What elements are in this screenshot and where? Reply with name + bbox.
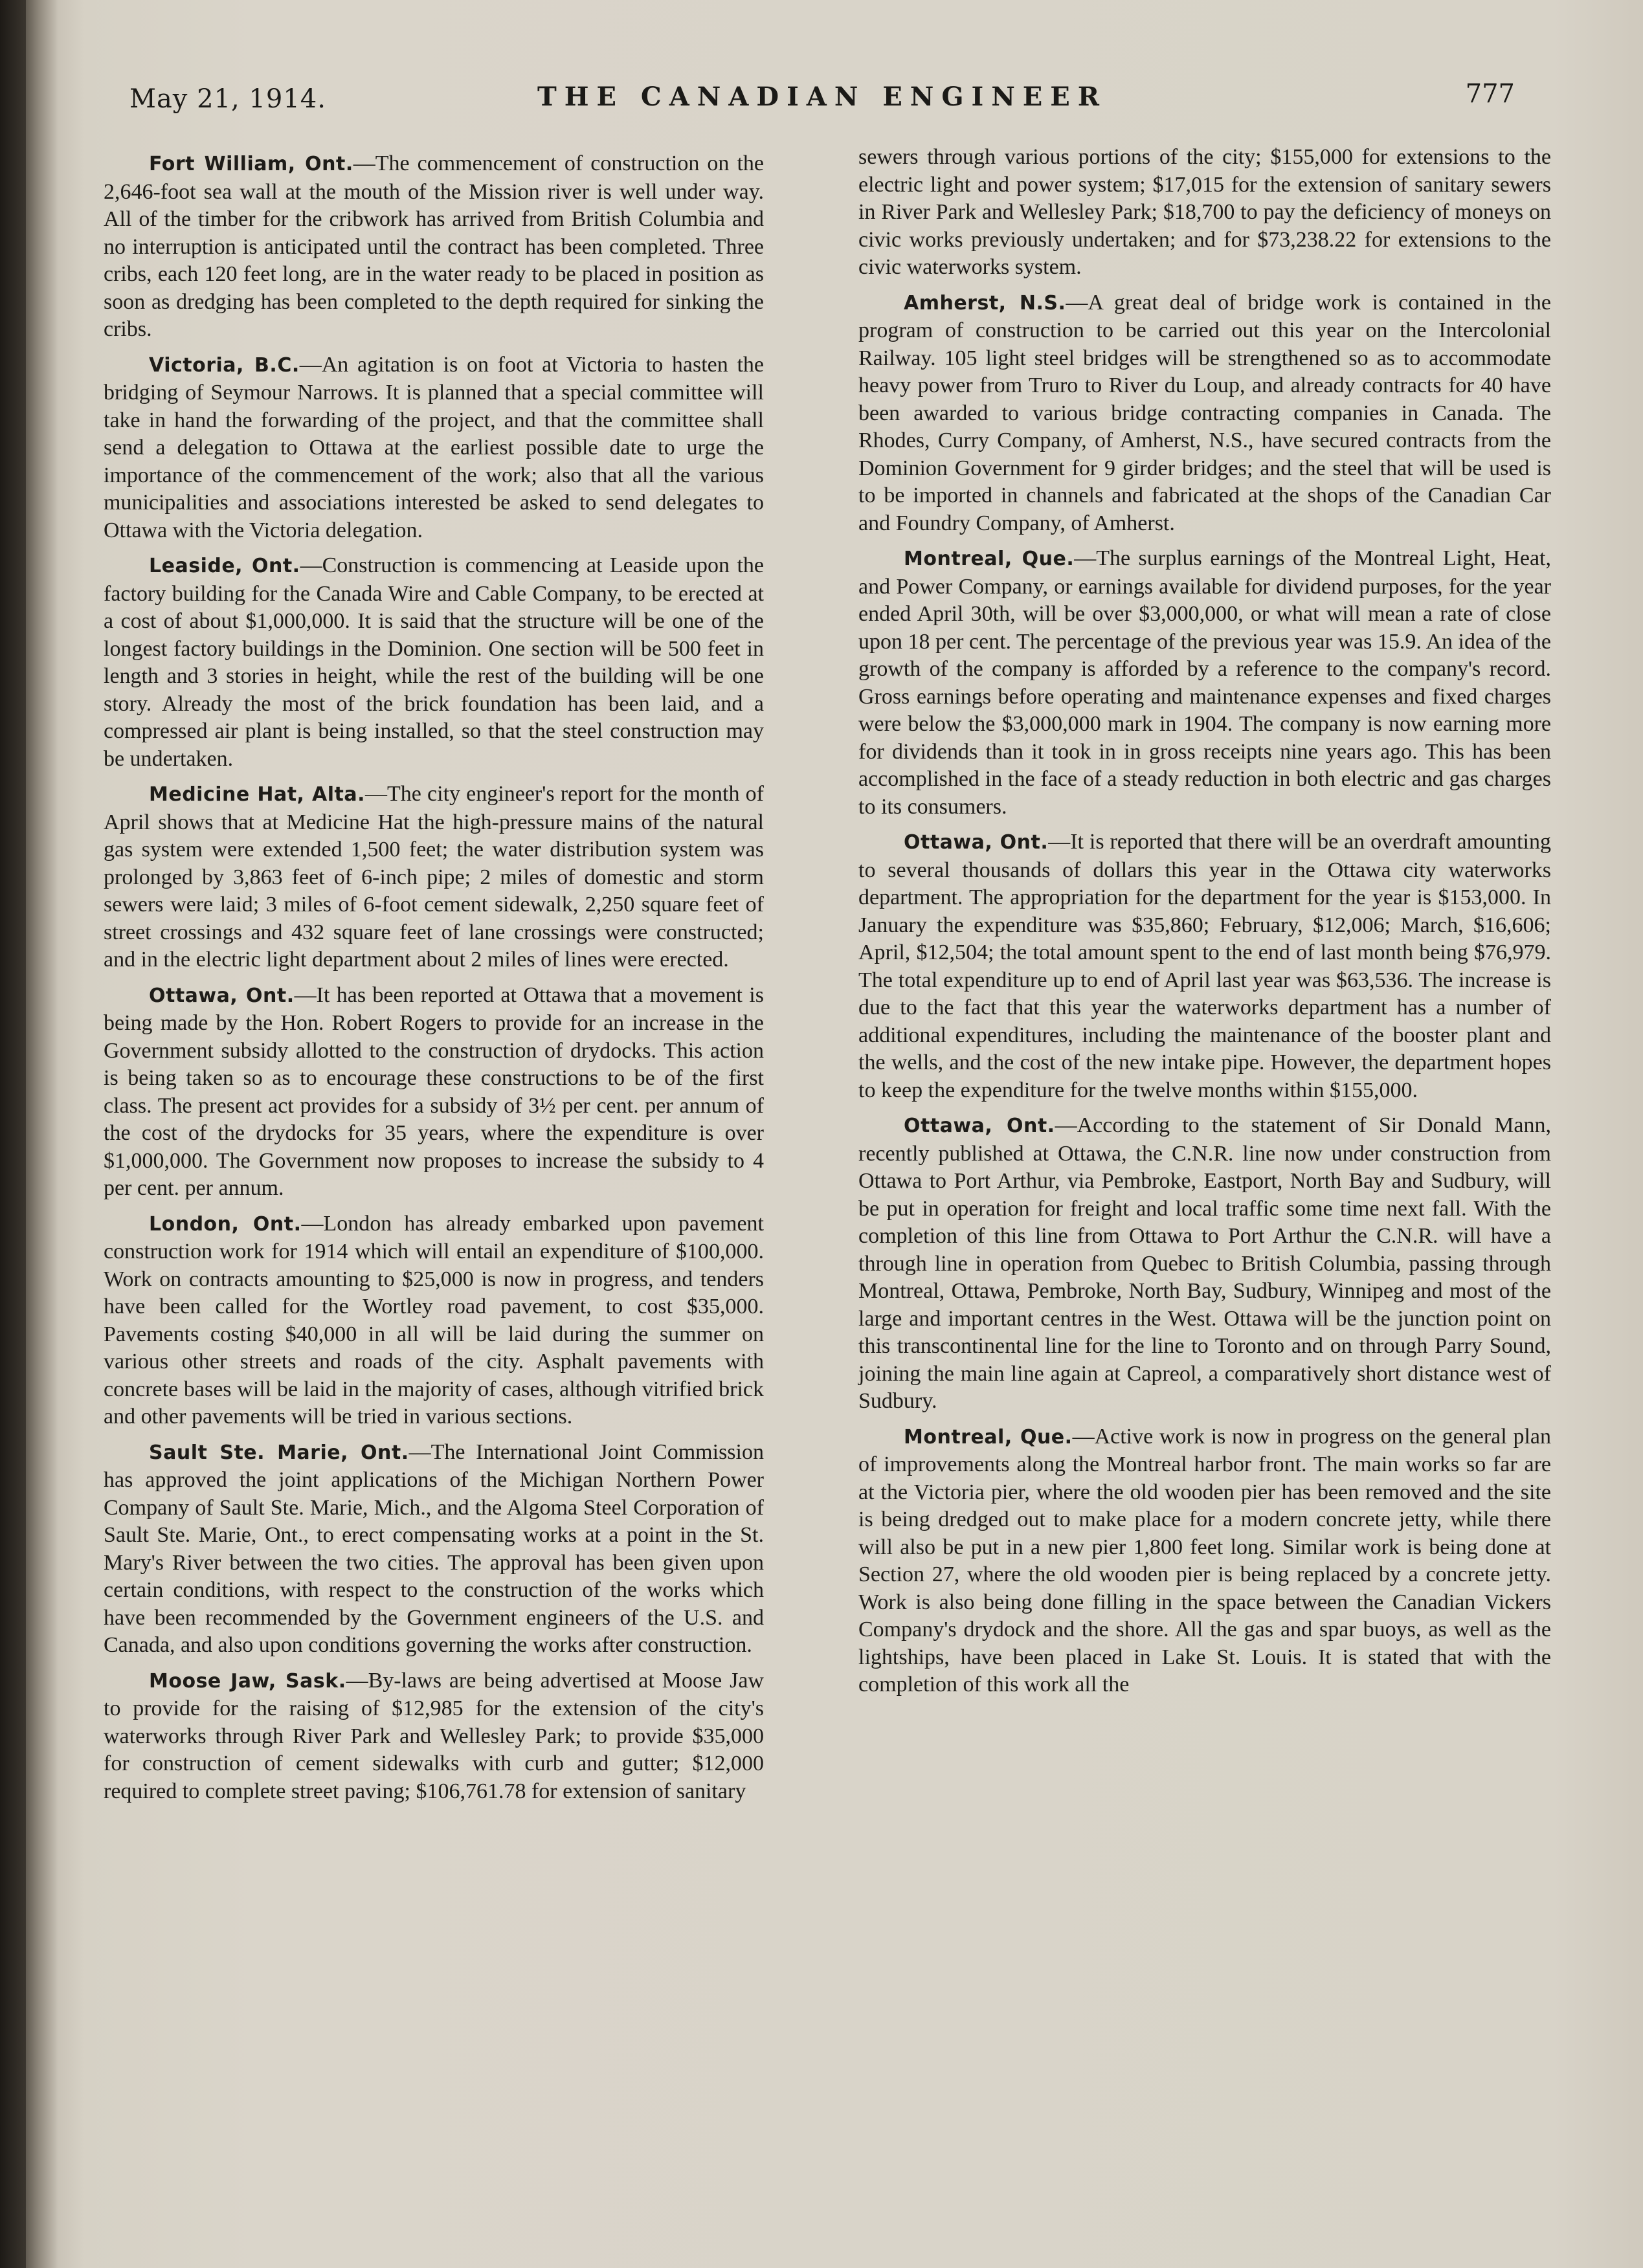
- news-text: —Active work is now in progress on the general plan of improvements along the Montreal harbor front. The main works so far are at the Victoria pier, where the old wooden pier has been removed and the site is being dredged out to make place for a modern concrete jetty, while there will also be put in a new pier 1,800 feet long. Similar work is being done at Section 27, where the old wooden pier is being replaced by a concrete jetty. Work is also being done filling in the space between the Canadian Vickers Company's drydock and the shore. All the gas and spar buoys, as well as the lightships, have been placed in Lake St. Louis. It is stated that with the completion of this work all the: [858, 1424, 1552, 1696]
- news-text: —Construction is commencing at Leaside upon the factory building for the Canada Wire and Cable Company, to be erected at a cost of about $1,000,000. It is said that the structure will be one of the longest factory buildings in the Dominion. One section will be 500 feet in length and 3 stories in height, while the rest of the building will be one story. Already the most of the brick foundation has been laid, and a compressed air plant is being installed, so that the steel construction may be undertaken.: [104, 553, 764, 771]
- news-item: [104, 982, 764, 1203]
- news-text: —London has already embarked upon pavement construction work for 1914 which will entail an expenditure of $100,000. Work on contracts amounting to $25,000 is now in progress, and tenders have been called for the Wortley road pavement, to cost $35,000. Pavements costing $40,000 in all will be laid during the summer on various other streets and roads of the city. Asphalt pavements with concrete bases will be laid in the majority of cases, although vitrified brick and other pavements will be tried in various sections.: [104, 1211, 764, 1429]
- news-text: —The commencement of construction on the 2,646-foot sea wall at the mouth of the Mission river is well under way. All of the timber for the cribwork has arrived from British Columbia and no interruption is anticipated until the contract has been completed. Three cribs, each 120 feet long, are in the water ready to be placed in position as soon as dredging has been completed to the depth required for sinking the cribs.: [104, 151, 764, 341]
- page-header: [129, 72, 1515, 118]
- news-item-continued: [858, 144, 1551, 282]
- news-text: —An agitation is on foot at Victoria to hasten the bridging of Seymour Narrows. It is planned that a special committee will take in hand the forwarding of the project, and that the committee shall send a delegation to Ottawa at the earliest possible date to urge the importance of the commencement of the work; also that all the various municipalities and associations interested be asked to send delegates to Ottawa with the Victoria delegation.: [104, 352, 764, 542]
- news-item: [104, 150, 764, 344]
- news-item: [104, 351, 764, 545]
- issue-date: May 21, 1914.: [129, 84, 326, 114]
- news-place: Amherst, N.S.: [904, 291, 1066, 315]
- news-item: [104, 1667, 764, 1806]
- news-place: Ottawa, Ont.: [149, 984, 295, 1007]
- news-item: [104, 781, 764, 974]
- news-place: Fort William, Ont.: [149, 153, 353, 175]
- news-item: [858, 545, 1551, 821]
- news-text: —The city engineer's report for the month of April shows that at Medicine Hat the high-pressure mains of the natural gas system were extended 1,500 feet; the water distribution system was prolonged by 3,863 feet of 6-inch pipe; 2 miles of domestic and storm sewers were laid; 3 miles of 6-foot cement sidewalk, 2,250 square feet of street crossings and 432 square feet of lane crossings were constructed; and in the electric light department about 2 miles of lines were erected.: [104, 782, 764, 972]
- news-place: Moose Jaw, Sask.: [149, 1669, 346, 1693]
- news-item: [858, 1112, 1551, 1416]
- news-item: [858, 1423, 1551, 1699]
- news-place: Montreal, Que.: [904, 548, 1075, 570]
- news-text: —The surplus earnings of the Montreal Light, Heat, and Power Company, or earnings available for dividend purposes, for the year ended April 30th, will be over $3,000,000, or what will mean a rate of close upon 18 per cent. The percentage of the previous year was 15.9. An idea of the growth of the company is afforded by a reference to the company's record. Gross earnings before operating and maintenance expenses and fixed charges were below the $3,000,000 mark in 1904. The company is now earning more for dividends than it took in in gross receipts nine years ago. This has been accomplished in the face of a steady reduction in both electric and gas charges to its consumers.: [858, 546, 1552, 819]
- news-place: Sault Ste. Marie, Ont.: [149, 1441, 409, 1464]
- news-text: sewers through various portions of the city; $155,000 for extensions to the electric light and power system; $17,015 for the extension of sanitary sewers in River Park and Wellesley Park; $18,700 to pay the deficiency of moneys on civic works previously undertaken; and for $73,238.22 for extensions to the civic waterworks system.: [858, 145, 1551, 279]
- news-text: —According to the statement of Sir Donald Mann, recently published at Ottawa, the C.N.R. line now under construction from Ottawa to Port Arthur, via Pembroke, Eastport, North Bay and Sudbury, will be put in operation for freight and local traffic some time next fall. With the completion of this line from Ottawa to Port Arthur the C.N.R. will have a through line in operation from Quebec to British Columbia, passing through Montreal, Ottawa, Pembroke, North Bay, Sudbury, Winnipeg and most of the large and important centres in the West. Ottawa will be the junction point on this transcontinental line for the line to Toronto and on through Parry Sound, joining the main line again at Capreol, a comparatively short distance west of Sudbury.: [858, 1113, 1551, 1413]
- news-item: [104, 552, 764, 773]
- left-column: [104, 150, 764, 1813]
- right-column: [858, 144, 1551, 1707]
- page-number: 777: [1465, 79, 1515, 109]
- news-place: Ottawa, Ont.: [904, 1115, 1055, 1137]
- book-spine-shadow: [0, 0, 26, 2268]
- publication-title: THE CANADIAN ENGINEER: [537, 82, 1108, 112]
- news-item: [104, 1439, 764, 1660]
- news-text: —It is reported that there will be an overdraft amounting to several thousands of dollars this year in the Ottawa city waterworks department. The appropriation for the department for the year is $153,000. In January the expenditure was $35,860; February, $12,006; March, $16,606; April, $12,504; the total amount spent to the end of last month being $76,979. The total expenditure up to end of April last year was $63,536. The increase is due to the fact that this year the waterworks department has a number of additional expenditures, including the maintenance of the booster plant and the wells, and the cost of the new intake pipe. However, the department hopes to keep the expenditure for the twelve months within $155,000.: [858, 830, 1551, 1102]
- news-place: Leaside, Ont.: [149, 555, 300, 577]
- news-place: Montreal, Que.: [904, 1425, 1073, 1449]
- news-place: Medicine Hat, Alta.: [149, 783, 366, 806]
- news-item: [104, 1210, 764, 1431]
- news-item: [858, 289, 1551, 538]
- news-text: —It has been reported at Ottawa that a movement is being made by the Hon. Robert Rogers to provide for an increase in the Government subsidy allotted to the construction of drydocks. This action is being taken so as to encourage these constructions to be of the first class. The present act provides for a subsidy of 3½ per cent. per annum of the cost of the drydocks for 35 years, where the expenditure is over $1,000,000. The Government now proposes to increase the subsidy to 4 per cent. per annum.: [104, 983, 764, 1200]
- news-text: —By-laws are being advertised at Moose Jaw to provide for the raising of $12,985 for the extension of the city's waterworks through River Park and Wellesley Park; to provide $35,000 for construction of cement sidewalks with curb and gutter; $12,000 required to complete street paving; $106,761.78 for extension of sanitary: [104, 1668, 764, 1803]
- news-place: London, Ont.: [149, 1212, 302, 1236]
- news-text: —The International Joint Commission has approved the joint applications of the Michigan Northern Power Company of Sault Ste. Marie, Mich., and the Algoma Steel Corporation of Sault Ste. Marie, Ont., to erect compensating works at a point in the St. Mary's River between the two cities. The approval has been given upon certain conditions, with respect to the construction of the works which have been recommended by the Government engineers of the U.S. and Canada, and also upon conditions governing the works after construction.: [104, 1440, 764, 1657]
- news-text: —A great deal of bridge work is contained in the program of construction to be carried out this year on the Intercolonial Railway. 105 light steel bridges will be strengthened so as to accommodate heavy power from Truro to River du Loup, and already contracts for 40 have been awarded to various bridge contracting companies in Canada. The Rhodes, Curry Company, of Amherst, N.S., have secured contracts from the Dominion Government for 9 girder bridges; and the steel that will be used is to be imported in channels and fabricated at the shops of the Canadian Car and Foundry Company, of Amherst.: [858, 290, 1551, 535]
- news-item: [858, 828, 1551, 1104]
- news-place: Victoria, B.C.: [149, 353, 300, 377]
- news-place: Ottawa, Ont.: [904, 831, 1049, 854]
